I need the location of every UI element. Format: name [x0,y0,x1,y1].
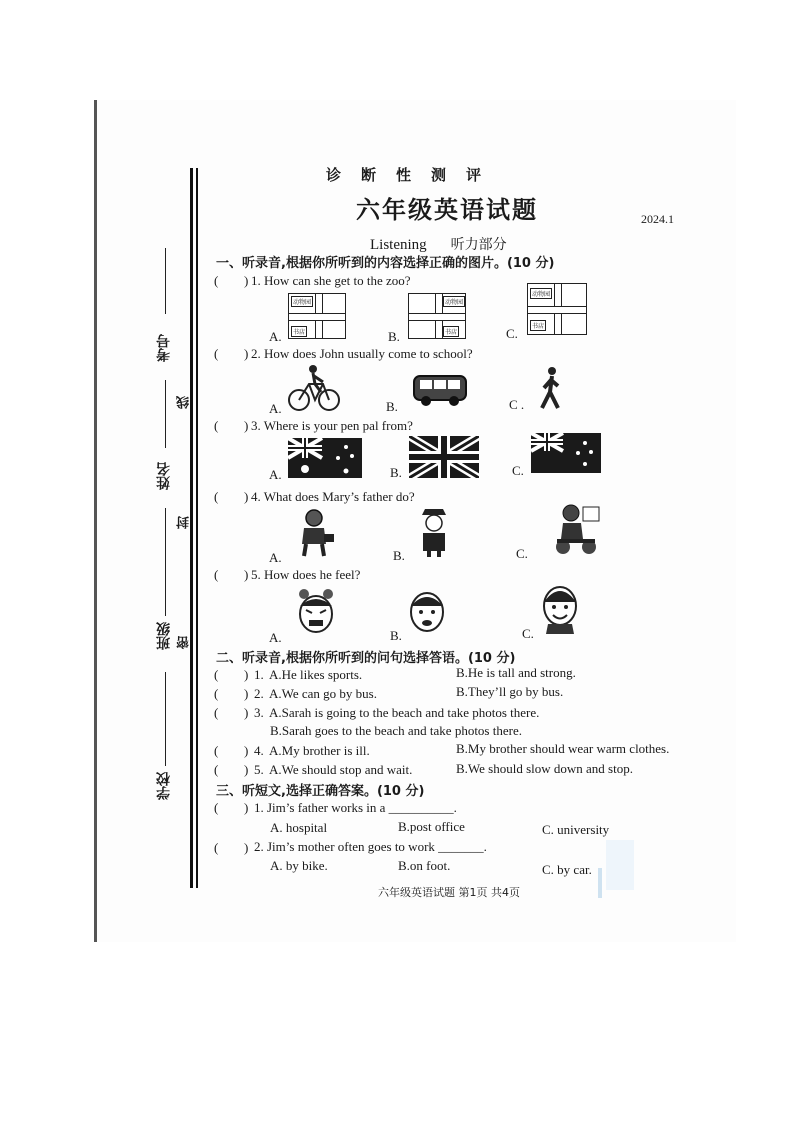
answer-bracket: ( [214,686,219,701]
class-line [165,508,166,616]
section3-heading: 三、听短文,选择正确答案。(10 分) [216,784,425,799]
question-number: 5. [254,762,264,777]
answer-option-a: A.Sarah is going to the beach and take photos there. [269,705,540,720]
option-letter: C. [522,626,534,641]
answer-bracket-close: ) [244,567,249,582]
sad-face-icon [407,588,447,636]
scan-smudge [598,868,602,898]
exam-no-line [165,248,166,314]
answer-bracket-open: ( [214,489,219,504]
answer-bracket: ( [214,705,219,720]
answer-bracket-close: ) [244,489,249,504]
seal-line-char: 线 [177,396,192,409]
answer-option-b: B.My brother should wear warm clothes. [456,741,670,756]
answer-option-b: B.They’ll go by bus. [456,684,564,699]
scan-smudge [606,840,634,890]
answer-option-a: A. hospital [270,820,328,835]
answer-bracket-open: ( [214,346,219,361]
part-heading-en: Listening [370,237,427,253]
route-map-c [527,283,587,335]
part-heading [370,234,507,254]
answer-option-a: A.My brother is ill. [269,743,370,758]
question-number: 4. [254,743,264,758]
answer-bracket: ( [214,800,219,815]
option-letter: B. [390,465,402,480]
bicycle-icon [287,364,341,412]
answer-option-c: C. university [542,822,610,837]
test-type-title: 诊断性测评 [326,166,502,184]
answer-bracket: ) [244,705,249,720]
option-letter: B. [386,399,398,414]
answer-bracket: ) [244,762,249,777]
option-letter: C. [512,463,524,478]
answer-bracket-close: ) [244,346,249,361]
part-heading-cn: 听力部分 [450,237,507,253]
exam-no-label: 考号 [156,334,172,362]
section2-heading: 二、听录音,根据你所听到的问句选择答语。(10 分) [216,651,516,666]
answer-option-b: B.He is tall and strong. [456,665,576,680]
answer-bracket: ) [244,800,249,815]
answer-bracket: ) [244,840,249,855]
answer-option-b: B.post office [398,819,465,834]
bus-icon [412,372,468,408]
new-zealand-flag-icon [531,433,601,473]
australia-flag-icon [288,438,362,478]
police-officer-icon [417,507,451,557]
question-text: 1. How can she get to the zoo? [251,273,411,288]
seal-mi-char: 密 [177,636,192,649]
answer-bracket: ( [214,743,219,758]
answer-bracket: ) [244,667,249,682]
question-text: 1. Jim’s father works in a __________. [254,800,457,815]
exam-date: 2024.1 [641,212,674,226]
school-label: 学校 [156,772,172,800]
answer-bracket: ( [214,762,219,777]
angry-face-icon [294,588,338,636]
seal-feng-char: 封 [177,516,192,529]
answer-option-c: C. by car. [542,862,592,877]
option-letter: A. [269,630,282,645]
answer-bracket: ) [244,743,249,758]
answer-bracket-open: ( [214,418,219,433]
uk-flag-icon [409,436,479,478]
option-letter: A. [269,401,282,416]
option-letter: B. [393,548,405,563]
question-text: 2. How does John usually come to school? [251,346,473,361]
question-text: 3. Where is your pen pal from? [251,418,413,433]
answer-option-a: A.We should stop and wait. [269,762,413,777]
sheet-left-edge [94,100,97,942]
happy-face-icon [540,582,580,634]
bookstore-sign: 书店 [443,326,459,337]
zoo-sign: 动物园 [291,296,313,307]
answer-bracket: ) [244,686,249,701]
zoo-sign: 动物园 [530,288,552,299]
question-text: 5. How does he feel? [251,567,361,582]
route-map-a [288,293,346,339]
delivery-rider-icon [549,501,601,557]
option-letter: A. [269,550,282,565]
answer-bracket-close: ) [244,418,249,433]
option-letter: C. [506,326,518,341]
zoo-sign: 动物园 [443,296,465,307]
answer-bracket-open: ( [214,273,219,288]
businessman-icon [296,508,338,558]
answer-option-a: A.We can go by bus. [269,686,377,701]
answer-bracket: ( [214,667,219,682]
answer-option-a: A.He likes sports. [269,667,363,682]
walking-person-icon [536,366,566,412]
option-letter: B. [388,329,400,344]
school-line [165,672,166,766]
exam-title: 六年级英语试题 [356,196,538,224]
answer-option-a: A. by bike. [270,858,328,873]
binding-rule-inner [196,168,198,888]
answer-bracket-close: ) [244,273,249,288]
section1-heading: 一、听录音,根据你所听到的内容选择正确的图片。(10 分) [216,256,555,271]
answer-option-b: B.on foot. [398,858,451,873]
question-text: 2. Jim’s mother often goes to work _______. [254,839,487,854]
question-number: 3. [254,705,264,720]
question-number: 1. [254,667,264,682]
answer-option-b: B.Sarah goes to the beach and take photos there. [270,723,522,738]
class-label: 班级 [156,622,172,650]
name-label: 姓名 [156,462,172,490]
option-letter: C. [516,546,528,561]
option-letter: A. [269,329,282,344]
bookstore-sign: 书店 [530,320,546,331]
answer-option-b: B.We should slow down and stop. [456,761,633,776]
question-number: 2. [254,686,264,701]
bookstore-sign: 书店 [291,326,307,337]
page-footer: 六年级英语试题 第1页 共4页 [378,886,520,899]
route-map-b [408,293,466,339]
option-letter: C . [509,397,525,412]
answer-bracket: ( [214,840,219,855]
option-letter: B. [390,628,402,643]
name-line [165,380,166,448]
option-letter: A. [269,467,282,482]
question-text: 4. What does Mary’s father do? [251,489,415,504]
answer-bracket-open: ( [214,567,219,582]
